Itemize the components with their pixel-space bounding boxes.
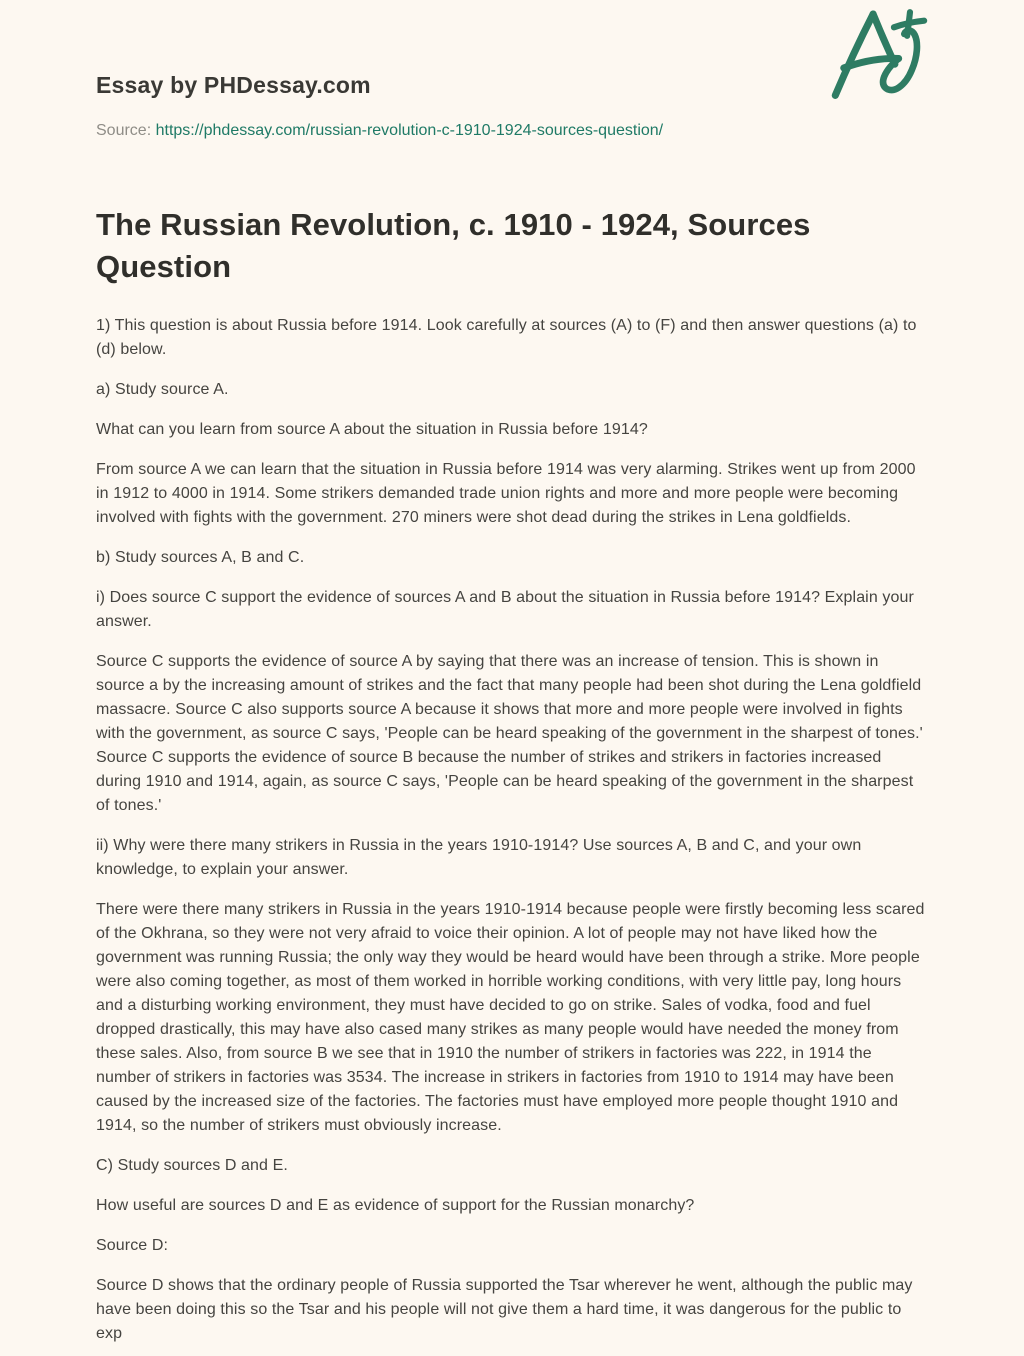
essay-paragraph: b) Study sources A, B and C. [96, 549, 305, 566]
source-link[interactable]: https://phdessay.com/russian-revolution-c-1910-1924-sources-question/ [155, 122, 664, 139]
source-label: Source: [96, 122, 152, 139]
essay-paragraph: a) Study source A. [96, 381, 229, 398]
essay-paragraph: What can you learn from source A about the situation in Russia before 1914? [96, 421, 648, 438]
page-header [96, 0, 928, 142]
essay-paragraph: Source D: [96, 1237, 169, 1254]
essay-paragraph: ii) Why were there many strikers in Russia in the years 1910-1914? Use sources A, B and C, and your own knowledge, to explain your answer. [96, 837, 862, 878]
essay-body [96, 314, 928, 1346]
essay-paragraph: There were there many strikers in Russia in the years 1910-1914 because people were firstly becoming less scared of the Okhrana, so they were not very afraid to voice their opinion. A lot of people may not have liked how the government was running Russia; the only way they would be heard would have been through a strike. More people were also coming together, as most of them worked in horrible working conditions, with very little pay, long hours and a disturbing working environment, they must have decided to go on strike. Sales of vodka, food and fuel dropped drastically, this may have also cased many strikes as many people would have needed the money from these sales. Also, from source B we see that in 1910 the number of strikers in factories was 222, in 1914 the number of strikers in factories was 3534. The increase in strikers in factories from 1910 to 1914 may have been caused by the increased size of the factories. The factories must have employed more people thought 1910 and 1914, so the number of strikers must obviously increase. [96, 901, 925, 1134]
essay-paragraph: 1) This question is about Russia before 1914. Look carefully at sources (A) to (F) and then answer questions (a) to (d) below. [96, 317, 917, 358]
essay-paragraph: From source A we can learn that the situation in Russia before 1914 was very alarming. Strikes went up from 2000 in 1912 to 4000 in 1914. Some strikers demanded trade union rights and more and more people were becoming involved with fights with the government. 270 miners were shot dead during the strikes in Lena goldfields. [96, 461, 916, 526]
source-line [96, 120, 928, 142]
essay-paragraph: How useful are sources D and E as evidence of support for the Russian monarchy? [96, 1197, 695, 1214]
a-plus-logo-icon [822, 0, 928, 102]
essay-paragraph: Source C supports the evidence of source A by saying that there was an increase of tension. This is shown in source a by the increasing amount of strikes and the fact that many people had been shot during the Lena goldfield massacre. Source C also supports source A because it shows that more and more people were involved in fights with the government, as source C says, 'People can be heard speaking of the government in the sharpest of tones.' Source C supports the evidence of source B because the number of strikes and strikers in factories increased during 1910 and 1914, again, as source C says, 'People can be heard speaking of the government in the sharpest of tones.' [96, 653, 923, 814]
essay-paragraph: C) Study sources D and E. [96, 1157, 288, 1174]
brand-title: Essay by PHDessay.com [96, 72, 371, 98]
essay-paragraph: i) Does source C support the evidence of sources A and B about the situation in Russia before 1914? Explain your answer. [96, 589, 914, 630]
essay-paragraph: Source D shows that the ordinary people of Russia supported the Tsar wherever he went, although the public may have been doing this so the Tsar and his people will not give them a hard time, it was dangerous for the public to exp [96, 1277, 913, 1342]
essay-title: The Russian Revolution, c. 1910 - 1924, Sources Question [96, 207, 811, 284]
